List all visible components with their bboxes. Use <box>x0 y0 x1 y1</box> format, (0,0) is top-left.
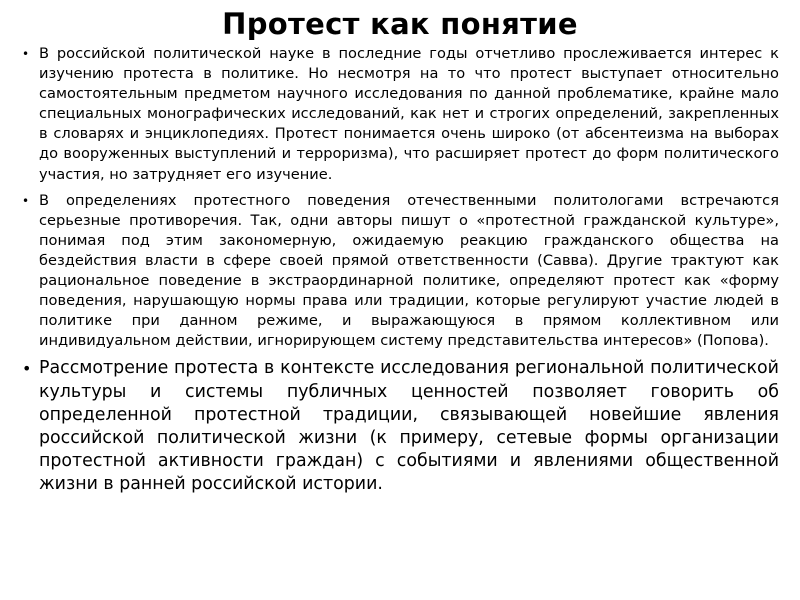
bullet-icon: • <box>22 47 30 61</box>
bullet-list <box>22 44 779 497</box>
bullet-text-3: Рассмотрение протеста в контексте исследования региональной политической культуры и системы публичных ценностей позволяет говорить об определенной протестной традиции, связывающей новейшие явления российской политической жизни (к примеру, сетевые формы организации протестной активности граждан) с событиями и явлениями общественной жизни в ранней российской истории. <box>39 358 779 495</box>
bullet-item-2 <box>22 191 779 352</box>
bullet-text-1: В российской политической науке в последние годы отчетливо прослеживается интерес к изучению протеста в политике. Но несмотря на то что протест выступает относительно самостоятельным предметом научного исследования по данной проблематике, крайне мало специальных монографических исследований, как нет и строгих определений, закрепленных в словарях и энциклопедиях. Протест понимается очень широко (от абсентеизма на выборах до вооруженных выступлений и терроризма), что расширяет протест до форм политического участия, но затрудняет его изучение. <box>39 45 779 183</box>
bullet-text-2: В определениях протестного поведения отечественными политологами встречаются серьезные противоречия. Так, одни авторы пишут о «протестной гражданской культуре», понимая под этим закономерную, ожидаемую реакцию гражданского общества на бездействия власти в сфере своей прямой ответственности (Савва). Другие трактуют как рациональное поведение в экстраординарной политике, определяют протест как «форму поведения, нарушающую нормы права или традиции, которые регулируют участие людей в политике при данном режиме, и выражающуюся в прямом коллективном или индивидуальном действии, игнорирующем систему представительства интересов» (Попова). <box>39 191 779 350</box>
bullet-item-3 <box>22 357 779 496</box>
bullet-item-1 <box>22 44 779 185</box>
bullet-icon: • <box>22 359 32 379</box>
slide-title: Протест как понятие <box>222 7 578 41</box>
bullet-icon: • <box>22 193 30 208</box>
